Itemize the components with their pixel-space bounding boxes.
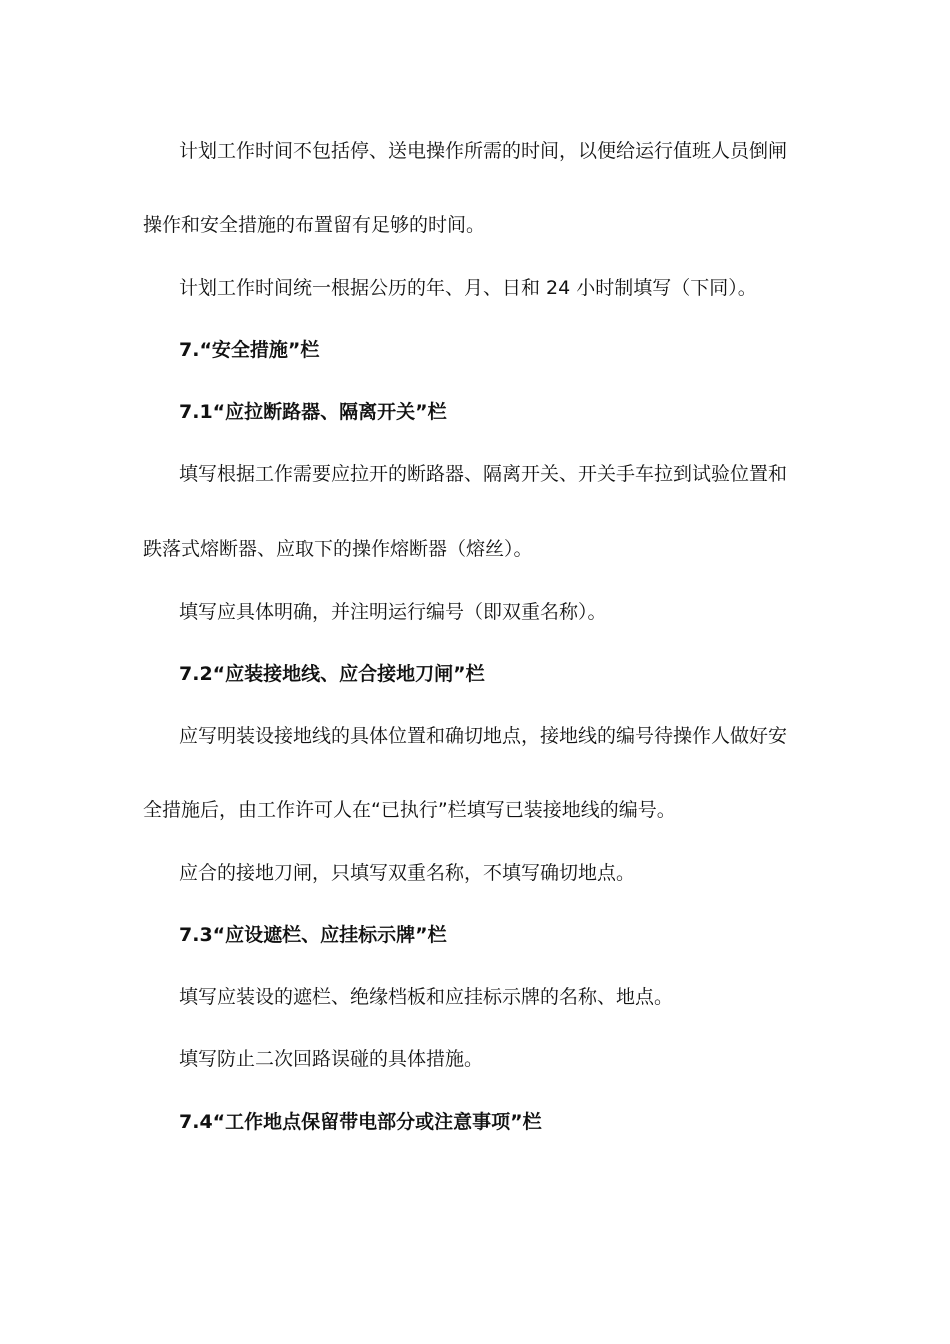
section-heading: 7.2“应装接地线、应合接地刀闸”栏 [179, 663, 485, 685]
paragraph-line: 填写应具体明确，并注明运行编号（即双重名称）。 [179, 601, 607, 623]
paragraph-line: 计划工作时间统一根据公历的年、月、日和 24 小时制填写（下同）。 [179, 277, 757, 299]
paragraph-line: 计划工作时间不包括停、送电操作所需的时间，以便给运行值班人员倒闸 [179, 140, 788, 162]
paragraph-line: 操作和安全措施的布置留有足够的时间。 [143, 214, 486, 236]
paragraph-line: 填写防止二次回路误碰的具体措施。 [179, 1048, 484, 1070]
paragraph-line: 填写应装设的遮栏、绝缘档板和应挂标示牌的名称、地点。 [179, 986, 674, 1008]
paragraph-line: 应写明装设接地线的具体位置和确切地点，接地线的编号待操作人做好安 [179, 725, 788, 747]
section-heading: 7.“安全措施”栏 [179, 339, 320, 361]
paragraph-line: 跌落式熔断器、应取下的操作熔断器（熔丝）。 [143, 538, 533, 560]
paragraph-line: 应合的接地刀闸，只填写双重名称，不填写确切地点。 [179, 862, 636, 884]
paragraph-line: 全措施后，由工作许可人在“已执行”栏填写已装接地线的编号。 [143, 799, 676, 821]
section-heading: 7.4“工作地点保留带电部分或注意事项”栏 [179, 1111, 542, 1133]
paragraph-line: 填写根据工作需要应拉开的断路器、隔离开关、开关手车拉到试验位置和 [179, 463, 788, 485]
section-heading: 7.1“应拉断路器、隔离开关”栏 [179, 401, 447, 423]
section-heading: 7.3“应设遮栏、应挂标示牌”栏 [179, 924, 447, 946]
